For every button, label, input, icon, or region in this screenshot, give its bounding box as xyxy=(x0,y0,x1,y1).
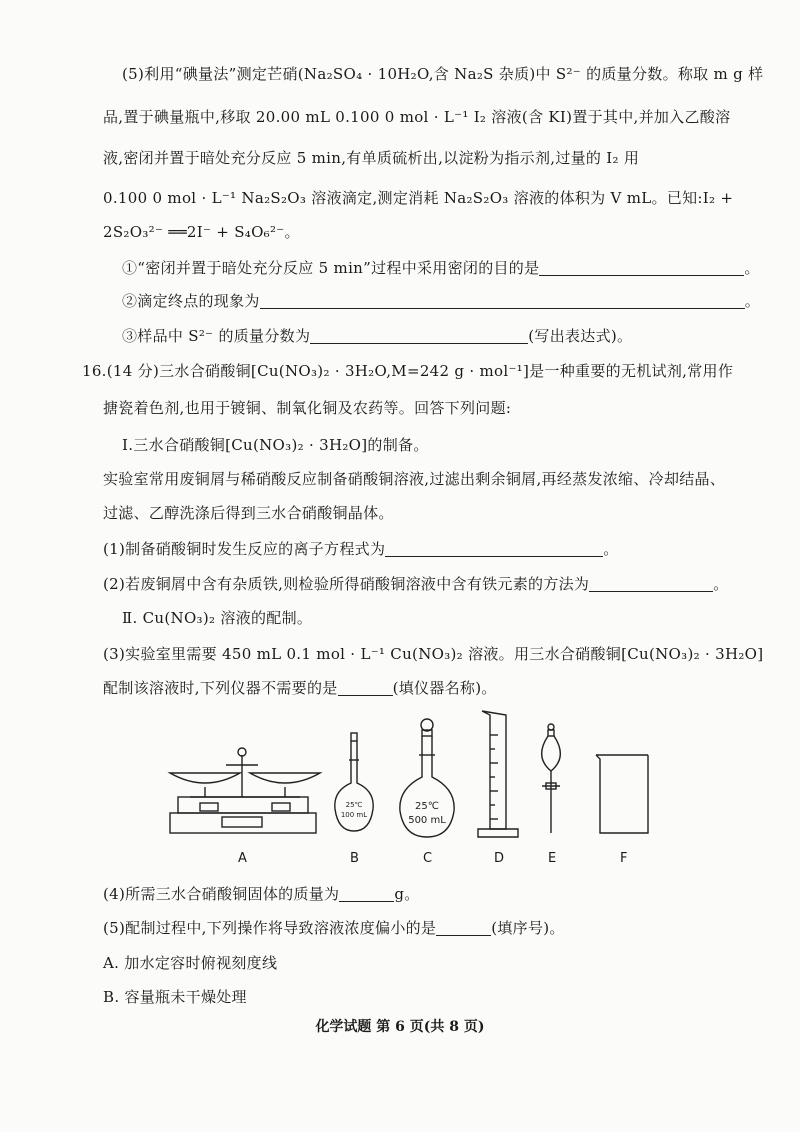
flask-b-temp: 25℃ xyxy=(345,801,363,809)
beaker-icon xyxy=(596,755,648,833)
flask-b-volume: 100 mL xyxy=(340,811,368,819)
period: 。 xyxy=(744,292,761,310)
question-text: ②滴定终点的现象为 xyxy=(122,292,260,310)
answer-blank[interactable] xyxy=(339,885,394,902)
question-line xyxy=(103,539,619,559)
text-line: 搪瓷着色剂,也用于镀铜、制氧化铜及农药等。回答下列问题: xyxy=(103,399,512,417)
label-b: B xyxy=(350,851,359,866)
section-heading: Ⅱ. Cu(NO₃)₂ 溶液的配制。 xyxy=(122,609,313,627)
text-line: 品,置于碘量瓶中,移取 20.00 mL 0.100 0 mol · L⁻¹ I₂ 溶液(含 KI)置于其中,并加入乙酸溶 xyxy=(103,108,731,126)
page-footer: 化学试题 第 6 页(共 8 页) xyxy=(315,1019,485,1035)
question-text: (填仪器名称)。 xyxy=(392,679,497,697)
text-line: 0.100 0 mol · L⁻¹ Na₂S₂O₃ 溶液滴定,测定消耗 Na₂S₂O₃ 溶液的体积为 V mL。已知:I₂ + xyxy=(103,189,734,207)
question-text: (写出表达式)。 xyxy=(528,327,633,345)
question-line xyxy=(103,574,729,594)
option-a: A. 加水定容时俯视刻度线 xyxy=(103,954,278,972)
graduated-cylinder-icon xyxy=(478,711,518,837)
label-e: E xyxy=(548,851,557,866)
question-line xyxy=(103,918,565,938)
period: 。 xyxy=(713,575,729,593)
period: 。 xyxy=(744,259,760,277)
question-text: ①“密闭并置于暗处充分反应 5 min”过程中采用密闭的目的是 xyxy=(122,259,540,277)
answer-blank[interactable] xyxy=(310,327,528,344)
question-text: 配制该溶液时,下列仪器不需要的是 xyxy=(103,679,338,697)
text-line: (5)利用“碘量法”测定芒硝(Na₂SO₄ · 10H₂O,含 Na₂S 杂质)中 S²⁻ 的质量分数。称取 m g 样 xyxy=(122,65,764,83)
period: 。 xyxy=(603,540,619,558)
answer-blank[interactable] xyxy=(385,540,603,557)
flask-c-temp: 25℃ xyxy=(415,801,439,812)
question-line xyxy=(122,326,632,346)
question-text: ③样品中 S²⁻ 的质量分数为 xyxy=(122,327,311,345)
question-16-header: 16.(14 分)三水合硝酸铜[Cu(NO₃)₂ · 3H₂O,M=242 g · mol⁻¹]是一种重要的无机试剂,常用作 xyxy=(82,362,734,380)
separatory-funnel-icon xyxy=(542,724,561,833)
question-text: (4)所需三水合硝酸铜固体的质量为 xyxy=(103,885,340,903)
question-text: (填序号)。 xyxy=(491,919,565,937)
label-c: C xyxy=(423,851,433,866)
question-line xyxy=(103,678,497,698)
label-f: F xyxy=(620,851,628,866)
apparatus-drawing xyxy=(160,705,680,865)
text-line: 2S₂O₃²⁻ ══2I⁻ + S₄O₆²⁻。 xyxy=(103,223,300,241)
text-line: 液,密闭并置于暗处充分反应 5 min,有单质硫析出,以淀粉为指示剂,过量的 I₂ 用 xyxy=(103,149,640,167)
text-line: (3)实验室里需要 450 mL 0.1 mol · L⁻¹ Cu(NO₃)₂ 溶液。用三水合硝酸铜[Cu(NO₃)₂ · 3H₂O] xyxy=(103,645,764,663)
question-line xyxy=(103,884,420,904)
answer-blank[interactable] xyxy=(436,919,491,936)
label-d: D xyxy=(494,851,505,866)
question-text: (5)配制过程中,下列操作将导致溶液浓度偏小的是 xyxy=(103,919,437,937)
question-line xyxy=(122,258,760,278)
apparatus-figure xyxy=(160,705,680,865)
answer-blank[interactable] xyxy=(589,575,713,592)
label-a: A xyxy=(238,851,247,866)
answer-blank[interactable] xyxy=(260,292,745,309)
answer-blank[interactable] xyxy=(338,679,393,696)
question-text: (2)若废铜屑中含有杂质铁,则检验所得硝酸铜溶液中含有铁元素的方法为 xyxy=(103,575,590,593)
question-text: (1)制备硝酸铜时发生反应的离子方程式为 xyxy=(103,540,386,558)
text-line: 过滤、乙醇洗涤后得到三水合硝酸铜晶体。 xyxy=(103,504,394,522)
question-line xyxy=(122,291,760,311)
section-heading: Ⅰ.三水合硝酸铜[Cu(NO₃)₂ · 3H₂O]的制备。 xyxy=(122,436,429,454)
option-b: B. 容量瓶未干燥处理 xyxy=(103,988,247,1006)
balance-icon xyxy=(170,748,320,833)
text-line: 实验室常用废铜屑与稀硝酸反应制备硝酸铜溶液,过滤出剩余铜屑,再经蒸发浓缩、冷却结晶、 xyxy=(103,470,726,488)
answer-blank[interactable] xyxy=(539,259,744,276)
question-text: g。 xyxy=(394,885,420,903)
flask-c-volume: 500 mL xyxy=(408,815,446,826)
